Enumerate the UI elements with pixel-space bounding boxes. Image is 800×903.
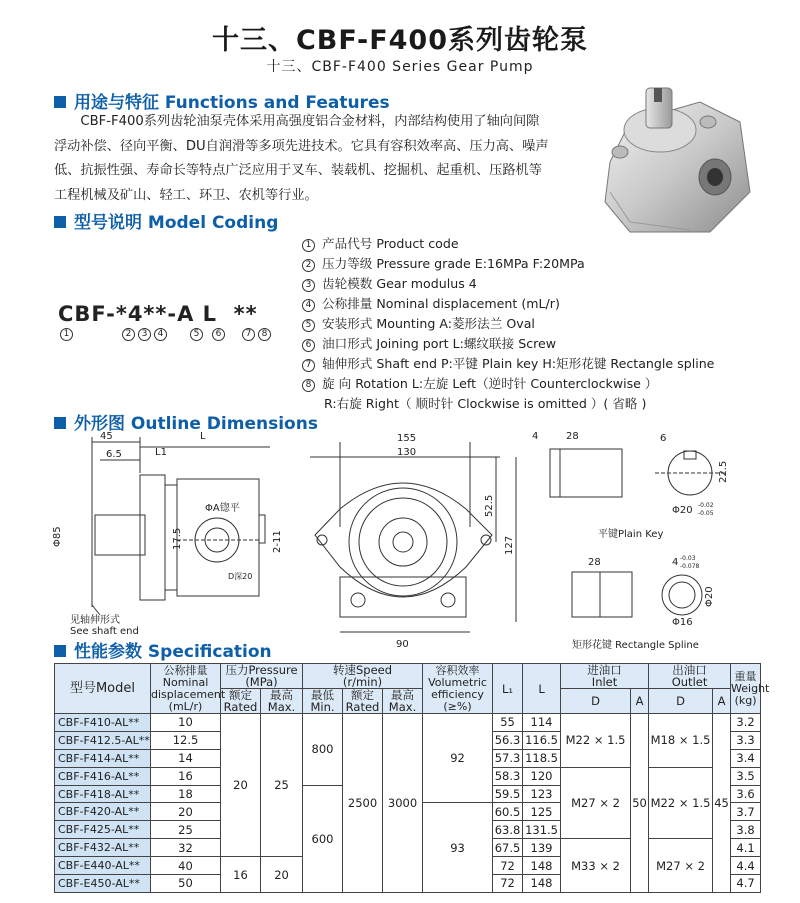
section-spec-heading: 性能参数 Specification	[54, 637, 272, 662]
header-speed: 转速Speed (r/min)	[303, 664, 423, 689]
dim-label: 130	[397, 447, 417, 458]
table-row: CBF-E440-AL** 40 16 20 72 148 4.4	[55, 857, 761, 875]
table-row: CBF-F418-AL** 18 600 59.5 123 3.6	[55, 785, 761, 803]
pump-photo	[590, 82, 760, 247]
dim-label: 6.5	[106, 449, 122, 460]
header-displacement: 公称排量 Nominal displacement (mL/r)	[151, 663, 226, 713]
header-outlet: 出油口 Outlet	[649, 664, 731, 689]
dim-label: L	[200, 431, 206, 442]
dim-label: 17.5	[172, 527, 183, 550]
header-outlet-D: D	[649, 689, 713, 714]
header-rated-speed: 额定 Rated	[343, 689, 383, 714]
header-L1: L₁	[493, 664, 523, 714]
dim-label: 127	[504, 535, 515, 555]
dim-label: -0.02	[698, 502, 714, 509]
plain-key-label: 平键Plain Key	[598, 529, 664, 540]
bullet-square-icon	[54, 96, 66, 108]
coding-list-item: 8 旋 向 Rotation L:左旋 Left（逆时针 Counterclockwise ）	[302, 374, 714, 394]
header-weight: 重量 Weight (kg)	[731, 664, 761, 714]
header-outlet-A: A	[713, 689, 731, 714]
dim-label: Φ20	[704, 586, 715, 607]
header-inlet-A: A	[631, 689, 649, 714]
dim-label: 155	[397, 433, 417, 444]
coding-list-item: R:右旋 Right（ 顺时针 Clockwise is omitted ）( 省略 )	[324, 396, 647, 411]
coding-list-item: 5 安装形式 Mounting A:菱形法兰 Oval	[302, 314, 714, 334]
header-max: 最高 Max.	[261, 689, 303, 714]
header-model: 型号Model	[55, 664, 151, 714]
page-title: 十三、CBF-F400系列齿轮泵	[211, 25, 589, 56]
model-code: CBF-*4**-A L **	[58, 302, 258, 326]
dim-label: -0.05	[698, 510, 714, 517]
table-row: CBF-F420-AL** 20 93 60.5 125 3.7	[55, 803, 761, 821]
dim-label: 28	[566, 431, 579, 442]
dim-label: 90	[396, 639, 409, 650]
table-row: CBF-F432-AL** 32 67.5 139 M33 × 2 M27 × 2 4.1	[55, 839, 761, 857]
table-row: CBF-F412.5-AL** 12.5 56.3 116.5 3.3	[55, 731, 761, 749]
header-inlet-D: D	[561, 689, 631, 714]
dim-label: 52.5	[484, 494, 495, 517]
bullet-square-icon	[54, 216, 66, 228]
code-number: 7	[242, 328, 255, 341]
coding-list-item: 3 齿轮模数 Gear modulus 4	[302, 274, 714, 294]
rect-spline-label: 矩形花键 Rectangle Spline	[572, 640, 699, 651]
dim-label: Φ16	[672, 617, 693, 628]
table-row: CBF-E450-AL** 50 72 148 4.7	[55, 875, 761, 893]
dim-label: 28	[588, 557, 601, 568]
dim-label: -0.078	[680, 563, 700, 570]
header-min-speed: 最低 Min.	[303, 689, 343, 714]
code-number: 6	[212, 328, 225, 341]
dim-label: -0.03	[680, 555, 696, 562]
section-outline-heading: 外形图 Outline Dimensions	[54, 409, 318, 434]
header-pressure: 压力Pressure (MPa)	[221, 664, 303, 689]
header-max-speed: 最高 Max.	[383, 689, 423, 714]
coding-list-item: 7 轴伸形式 Shaft end P:平键 Plain key H:矩形花键 Rectangle spline	[302, 354, 714, 374]
coding-list-item: 1 产品代号 Product code	[302, 234, 714, 254]
header-inlet: 进油口 Inlet	[561, 664, 649, 689]
code-number: 8	[258, 328, 271, 341]
coding-list-item: 2 压力等级 Pressure grade E:16MPa F:20MPa	[302, 254, 714, 274]
header-efficiency: 容积效率 Volumetric efficiency (≥%)	[423, 664, 493, 714]
dim-label: 6	[660, 433, 667, 444]
see-shaft-label: 见轴伸形式	[70, 615, 120, 626]
code-number: 1	[60, 328, 73, 341]
code-number: 5	[190, 328, 203, 341]
dim-label: 2-11	[272, 530, 283, 553]
dim-label: L1	[155, 447, 167, 458]
dim-label: ΦA锪平	[205, 503, 240, 514]
coding-list	[302, 234, 714, 414]
table-row: CBF-F416-AL** 16 58.3 120 M27 × 2 M22 × 1.5 3.5	[55, 767, 761, 785]
coding-list-item: 6 油口形式 Joining port L:螺纹联接 Screw	[302, 334, 714, 354]
table-row: CBF-F425-AL** 25 63.8 131.5 3.8	[55, 821, 761, 839]
dim-label: Φ85	[52, 526, 63, 547]
header-L: L	[523, 664, 561, 714]
page-subtitle: 十三、CBF-F400 Series Gear Pump	[266, 59, 534, 75]
dim-label: 22.5	[718, 460, 729, 483]
outline-drawing	[40, 427, 770, 652]
dim-label: 4	[532, 431, 539, 442]
features-paragraph: CBF-F400系列齿轮油泵壳体采用高强度铝合金材料，内部结构使用了轴向间隙浮动补偿、径向平衡、DU自润滑等多项先进技术。它具有容积效率高、压力高、噪声低、抗振性强、寿命长等特点广泛应用于叉车、装载机、挖掘机、起重机、压路机等工程机械及矿山、轻工、环卫、农机等行业。	[54, 114, 549, 203]
dim-label: Φ20	[672, 505, 693, 516]
code-number: 3	[138, 328, 151, 341]
section-coding-heading: 型号说明 Model Coding	[54, 208, 278, 233]
table-row: CBF-F410-AL** 10 20 25 800 2500 3000 92 55 114 M22 × 1.5 50 M18 × 1.5 45 3.2	[55, 714, 761, 732]
code-number: 4	[154, 328, 167, 341]
coding-list-item: 4 公称排量 Nominal displacement (mL/r)	[302, 294, 714, 314]
table-row: CBF-F414-AL** 14 57.3 118.5 3.4	[55, 749, 761, 767]
dim-label: 4	[672, 557, 679, 568]
dim-label: D深20	[228, 572, 253, 581]
header-rated: 额定 Rated	[221, 689, 261, 714]
bullet-square-icon	[54, 645, 66, 657]
see-shaft-label: See shaft end	[70, 626, 139, 637]
section-features-heading: 用途与特征 Functions and Features	[54, 88, 390, 113]
dim-label: 45	[100, 431, 113, 442]
spec-table	[54, 663, 770, 893]
code-number: 2	[122, 328, 135, 341]
